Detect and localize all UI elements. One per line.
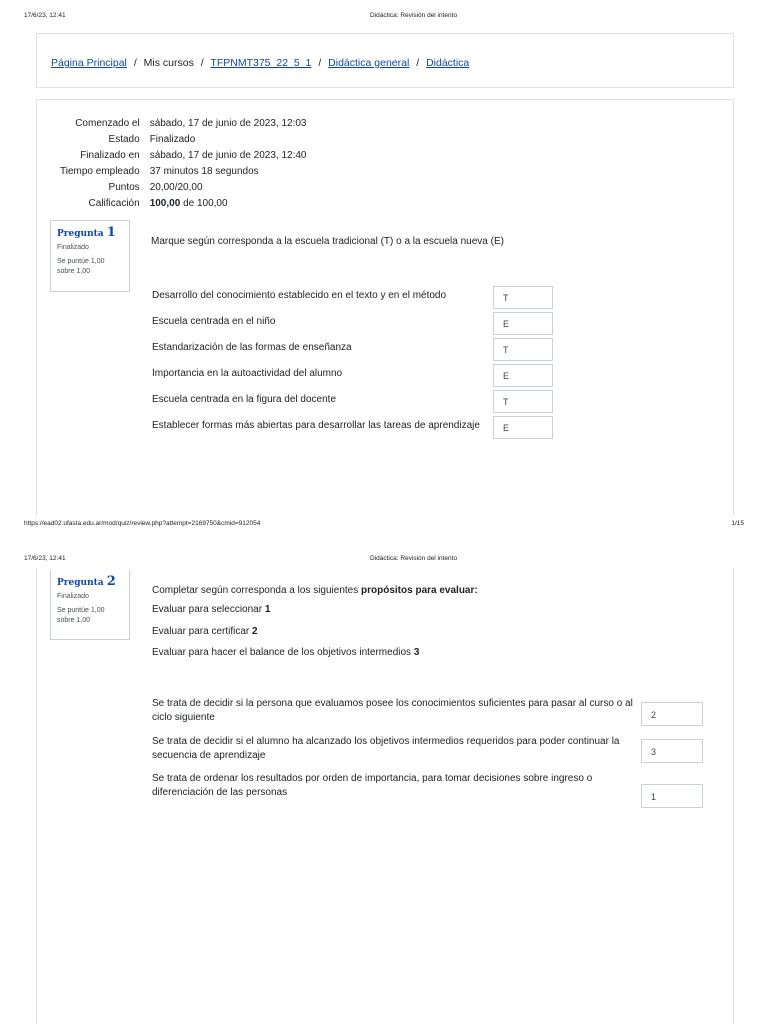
question-number-value: 2 — [106, 574, 116, 589]
page2-header-title: Didáctica: Revisión del intento — [370, 555, 458, 562]
question-prefix: Pregunta — [57, 578, 104, 588]
summary-label: Comenzado el — [75, 117, 140, 129]
purpose-option-number: 1 — [264, 604, 271, 615]
match-answer-select[interactable]: E — [493, 312, 553, 335]
breadcrumb-my-courses: Mis cursos — [143, 57, 194, 69]
question-1-text: Marque según corresponda a la escuela tradicional (T) o a la escuela nueva (E) — [151, 236, 504, 247]
question-1-grade — [57, 257, 129, 277]
breadcrumb-separator: / — [318, 57, 322, 69]
summary-row — [60, 131, 307, 147]
question-prefix: Pregunta — [57, 229, 104, 239]
grade-line: Se puntúe 1,00 — [57, 258, 105, 265]
purpose-option-text: Evaluar para certificar — [152, 626, 250, 637]
question-2-info-box — [50, 570, 130, 640]
breadcrumb-separator: / — [133, 57, 137, 69]
question-2-number — [57, 574, 129, 589]
match-item-label: Se trata de decidir si el alumno ha alcanzado los objetivos intermedios requeridos para poder continuar la secuencia de aprendizaje — [152, 736, 620, 761]
question-1-info-box — [50, 220, 130, 292]
summary-value: sábado, 17 de junio de 2023, 12:40 — [149, 149, 307, 161]
breadcrumb-activity-link[interactable]: Didáctica — [426, 57, 470, 69]
summary-grade-label: Calificación — [88, 197, 140, 209]
match-item-label: Estandarización de las formas de enseñanza — [152, 342, 352, 353]
question-number-value: 1 — [106, 225, 116, 240]
question-2-state: Finalizado — [57, 593, 89, 600]
match-answer-select[interactable]: T — [493, 390, 553, 413]
summary-row — [60, 195, 307, 211]
purpose-option — [152, 604, 270, 615]
summary-label: Tiempo empleado — [60, 165, 140, 177]
summary-row — [60, 147, 307, 163]
breadcrumb-separator: / — [200, 57, 204, 69]
match-answer-select[interactable]: 3 — [641, 739, 703, 763]
grade-line: sobre 1,00 — [57, 617, 91, 624]
purpose-option-number: 3 — [413, 647, 420, 658]
page1-header-title: Didáctica: Revisión del intento — [370, 12, 458, 19]
page1-header-datetime: 17/6/23, 12:41 — [24, 12, 66, 19]
match-answer-select[interactable]: E — [493, 416, 553, 439]
match-item-label: Escuela centrada en el niño — [152, 316, 276, 327]
match-item-label: Escuela centrada en la figura del docente — [152, 394, 337, 405]
summary-grade — [145, 195, 307, 211]
page1-footer-page-number: 1/15 — [731, 520, 744, 527]
page1-footer-url: https://ead02.ufasta.edu.ar/mod/quiz/review.php?attempt=2169750&cmid=912054 — [24, 520, 261, 527]
summary-label: Finalizado en — [80, 149, 140, 161]
summary-row — [60, 115, 307, 131]
match-answer-select[interactable]: T — [493, 338, 553, 361]
purpose-option-number: 2 — [252, 626, 258, 637]
breadcrumb-course-code-link[interactable]: TFPNMT375_22_5_1 — [210, 57, 312, 69]
summary-value: 37 minutos 18 segundos — [149, 165, 259, 177]
grade-line: Se puntúe 1,00 — [57, 607, 105, 614]
grade-value: 100,00 — [149, 197, 181, 209]
page2-header-datetime: 17/6/23, 12:41 — [24, 555, 66, 562]
match-answer-select[interactable]: E — [493, 364, 553, 387]
purpose-option — [152, 626, 258, 637]
grade-line: sobre 1,00 — [57, 268, 91, 275]
breadcrumb-panel — [36, 33, 734, 88]
intro-text: Completar según corresponda a los siguientes — [152, 585, 359, 596]
summary-value: sábado, 17 de junio de 2023, 12:03 — [149, 117, 307, 129]
breadcrumb-separator: / — [416, 57, 420, 69]
summary-label: Puntos — [108, 181, 140, 193]
breadcrumb-course-name-link[interactable]: Didáctica general — [328, 57, 410, 69]
intro-bold-text: propósitos para evaluar: — [361, 585, 478, 596]
summary-value: Finalizado — [149, 133, 196, 145]
summary-row — [60, 179, 307, 195]
purpose-option-text: Evaluar para seleccionar — [152, 604, 263, 615]
match-answer-select[interactable]: 1 — [641, 784, 703, 808]
match-answer-select[interactable]: 2 — [641, 702, 703, 726]
question-1-state: Finalizado — [57, 244, 89, 251]
breadcrumb — [51, 57, 469, 69]
match-item-label: Se trata de ordenar los resultados por orden de importancia, para tomar decisiones sobre ingreso o diferenciación de las personas — [152, 773, 593, 798]
question-2-intro — [152, 585, 478, 596]
match-item-label: Importancia en la autoactividad del alumno — [152, 368, 343, 379]
match-item-label: Se trata de decidir si la persona que evaluamos posee los conocimientos suficientes para pasar al curso o al ciclo siguiente — [152, 698, 633, 723]
question-1-number — [57, 225, 129, 240]
summary-value: 20,00/20,00 — [149, 181, 203, 193]
purpose-option-text: Evaluar para hacer el balance de los objetivos intermedios — [152, 647, 412, 658]
summary-row — [60, 163, 307, 179]
grade-suffix: de 100,00 — [183, 197, 228, 209]
question-2-grade — [57, 606, 129, 626]
match-answer-select[interactable]: T — [493, 286, 553, 309]
breadcrumb-home-link[interactable]: Página Principal — [51, 57, 127, 69]
purpose-option — [152, 647, 419, 658]
match-item-label: Establecer formas más abiertas para desarrollar las tareas de aprendizaje — [152, 420, 480, 431]
summary-label: Estado — [108, 133, 140, 145]
match-item-label: Desarrollo del conocimiento establecido en el texto y en el método — [152, 290, 447, 301]
attempt-summary-table — [60, 115, 307, 211]
